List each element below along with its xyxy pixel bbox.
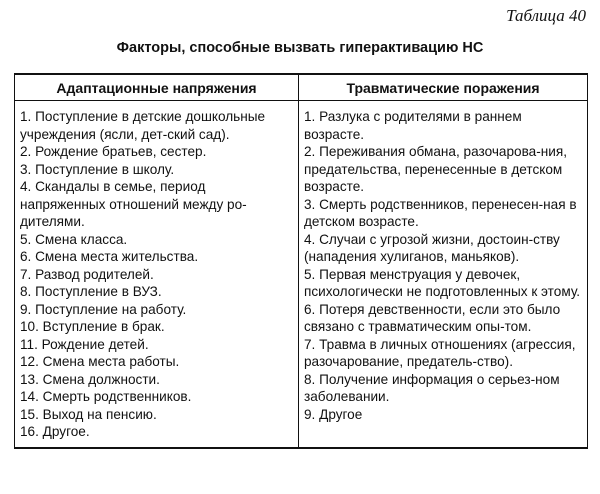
list-item: 7. Травма в личных отношениях (агрессия, разочарование, предатель-ство). <box>304 336 576 369</box>
table-number-label: Таблица 40 <box>506 6 586 25</box>
list-item: 16. Другое. <box>20 424 90 439</box>
adaptation-cell <box>15 101 299 448</box>
factors-table <box>14 73 588 449</box>
table-caption: Факторы, способные вызвать гиперактивацию НС <box>116 40 484 56</box>
list-item: 3. Смерть родственников, перенесен-ная в детском возрасте. <box>304 196 577 229</box>
list-item: 8. Поступление в ВУЗ. <box>20 284 162 299</box>
list-item: 7. Развод родителей. <box>20 266 154 282</box>
list-item: 11. Рождение детей. <box>20 336 149 352</box>
column-header-adaptation: Адаптационные напряжения <box>15 74 299 101</box>
list-item: 4. Случаи с угрозой жизни, достоин-ству (нападения хулиганов, маньяков). <box>304 231 560 264</box>
list-item: 12. Смена места работы. <box>20 354 180 369</box>
trauma-cell <box>299 101 588 448</box>
list-item: 10. Вступление в брак. <box>20 319 165 334</box>
list-item: 1. Поступление в детские дошкольные учреждения (ясли, дет-ский сад). <box>20 109 266 142</box>
content-row <box>15 101 588 448</box>
header-row <box>15 74 588 101</box>
adaptation-list <box>20 108 292 441</box>
list-item: 15. Выход на пенсию. <box>20 406 157 422</box>
list-item: 3. Поступление в школу. <box>20 161 175 177</box>
list-item: 6. Потеря девственности, если это было связано с травматическим опы-том. <box>304 301 561 334</box>
list-item: 1. Разлука с родителями в раннем возрасте. <box>304 109 522 142</box>
list-item: 9. Поступление на работу. <box>20 301 187 317</box>
list-item: 5. Смена класса. <box>20 231 128 247</box>
column-header-trauma: Травматические поражения <box>299 74 588 101</box>
list-item: 9. Другое <box>304 406 363 422</box>
list-item: 14. Смерть родственников. <box>20 389 192 404</box>
list-item: 13. Смена должности. <box>20 371 160 387</box>
list-item: 6. Смена места жительства. <box>20 249 199 264</box>
list-item: 2. Рождение братьев, сестер. <box>20 144 207 159</box>
list-item: 8. Получение информация о серьез-ном заболевании. <box>304 371 560 404</box>
trauma-list <box>304 108 581 423</box>
list-item: 4. Скандалы в семье, период напряженных отношений между ро-дителями. <box>20 179 247 229</box>
list-item: 5. Первая менструация у девочек, психологически не подготовленных к этому. <box>304 266 581 299</box>
list-item: 2. Переживания обмана, разочарова-ния, предательства, перенесенные в детском возрасте. <box>304 144 568 194</box>
